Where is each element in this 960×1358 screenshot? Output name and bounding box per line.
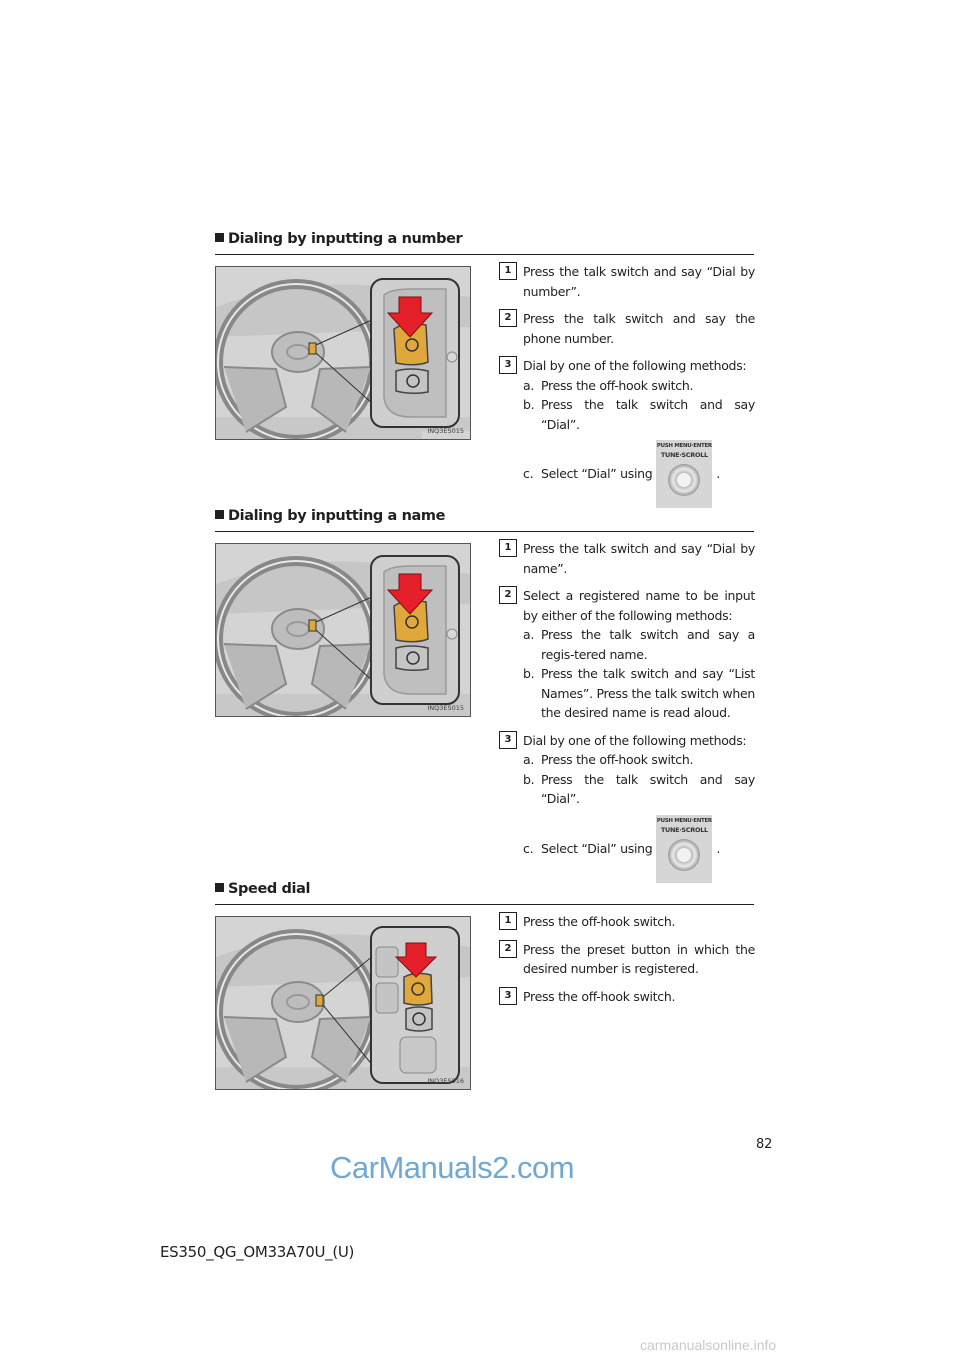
step-number-badge: 3 [499, 987, 517, 1005]
step-number-badge: 1 [499, 262, 517, 280]
step-2 [499, 309, 755, 348]
figure-code: INQ3ES015 [427, 427, 464, 435]
step-3 [499, 731, 755, 883]
steering-switch-illustration [215, 266, 471, 440]
square-bullet-icon [215, 233, 224, 242]
step-number-badge: 2 [499, 309, 517, 327]
step-1 [499, 912, 755, 932]
square-bullet-icon [215, 510, 224, 519]
step-3 [499, 987, 755, 1007]
step-text: Dial by one of the following methods: [523, 732, 747, 748]
sub-step-a: a. Press the off-hook switch. [523, 377, 694, 393]
step-2 [499, 940, 755, 979]
step-number-badge: 1 [499, 912, 517, 930]
steering-switch-illustration [215, 543, 471, 717]
step-1 [499, 539, 755, 578]
page-number: 82 [756, 1137, 773, 1152]
step-text: Press the talk switch and say “Dial by number”. [523, 264, 755, 299]
steps-list [499, 539, 755, 891]
sub-step-a: a. Press the talk switch and say a regis-tered name. [523, 627, 755, 662]
figure-code: INQ3ES015 [427, 704, 464, 712]
steps-list [499, 912, 755, 1014]
sub-step-a: a. Press the off-hook switch. [523, 752, 694, 767]
sub-step-c: c. Select “Dial” using PUSH MENU·ENTER TUNE·SCROLL . [523, 815, 755, 883]
step-2 [499, 586, 755, 723]
section-title: Dialing by inputting a number [215, 230, 754, 255]
steering-switch-illustration [215, 916, 471, 1090]
figure-code: INQ3ES016 [427, 1077, 464, 1085]
sub-step-b: b. Press the talk switch and say “Dial”. [523, 397, 755, 432]
dial-icon [668, 839, 700, 871]
watermark-bottom: carmanualsonline.info [640, 1337, 777, 1353]
step-number-badge: 2 [499, 940, 517, 958]
step-text: Press the off-hook switch. [523, 988, 676, 1004]
dial-icon [668, 464, 700, 496]
steps-list [499, 262, 755, 516]
step-number-badge: 3 [499, 356, 517, 374]
step-text: Press the off-hook switch. [523, 914, 676, 929]
step-number-badge: 2 [499, 586, 517, 604]
document-code: ES350_QG_OM33A70U_(U) [160, 1243, 355, 1261]
tune-scroll-knob-icon: PUSH MENU·ENTER TUNE·SCROLL [656, 815, 712, 883]
square-bullet-icon [215, 883, 224, 892]
sub-step-c: c. Select “Dial” using PUSH MENU·ENTER TUNE·SCROLL . [523, 440, 755, 508]
step-text: Select a registered name to be input by either of the following methods: [523, 588, 755, 623]
watermark-top: CarManuals2.com [330, 1150, 575, 1185]
step-text: Press the talk switch and say the phone number. [523, 311, 755, 346]
step-3 [499, 356, 755, 508]
step-text: Dial by one of the following methods: [523, 358, 747, 373]
step-text: Press the talk switch and say “Dial by name”. [523, 541, 755, 576]
section-title: Dialing by inputting a name [215, 507, 754, 532]
section-title: Speed dial [215, 880, 754, 905]
sub-step-b: b. Press the talk switch and say “List Names”. Press the talk switch when the desired name is read aloud. [523, 666, 755, 720]
step-text: Press the preset button in which the desired number is registered. [523, 941, 755, 976]
sub-step-b: b. Press the talk switch and say “Dial”. [523, 771, 755, 806]
step-number-badge: 1 [499, 539, 517, 557]
step-1 [499, 262, 755, 301]
step-number-badge: 3 [499, 731, 517, 749]
tune-scroll-knob-icon: PUSH MENU·ENTER TUNE·SCROLL [656, 440, 712, 508]
